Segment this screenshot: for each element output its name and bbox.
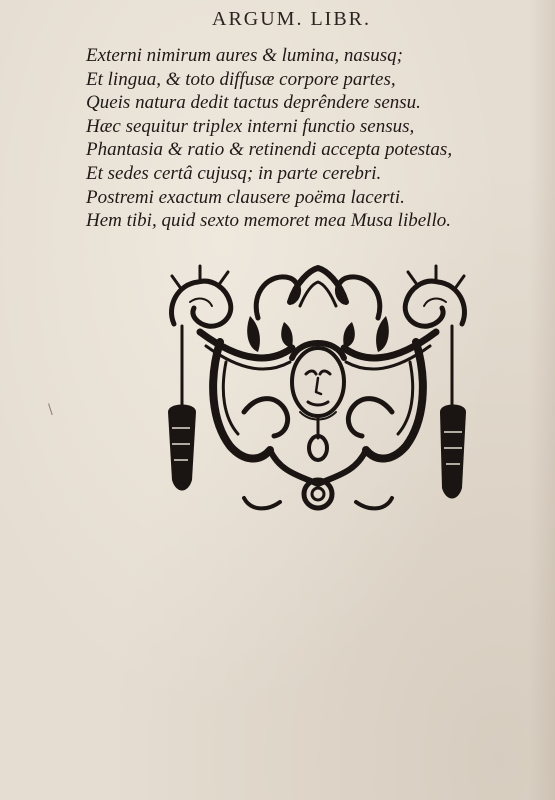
verse-line-2: Et lingua, & toto diffusæ corpore partes, [86, 68, 396, 90]
verse-line-5: Phantasia & ratio & retinendi accepta potestas, [86, 139, 453, 161]
verse-line-1: Externi nimirum aures & lumina, nasusq; [86, 45, 404, 66]
verse-line-8: Hem tibi, quid sexto memoret mea Musa libello. [86, 210, 451, 232]
marginal-mark: \ [48, 402, 53, 418]
woodcut-ornament-icon [160, 262, 476, 524]
running-head: ARGUM. LIBR. [212, 8, 372, 30]
verse-line-6: Et sedes certâ cujusq; in parte cerebri. [86, 162, 382, 184]
verse-line-3: Queis natura dedit tactus deprêndere sensu. [86, 92, 421, 114]
verse-line-7: Postremi exactum clausere poëma lacerti. [86, 186, 405, 208]
verse-block [86, 44, 546, 233]
page-edge-shadow [529, 0, 555, 800]
verse-line-4: Hæc sequitur triplex interni functio sensus, [86, 115, 415, 137]
